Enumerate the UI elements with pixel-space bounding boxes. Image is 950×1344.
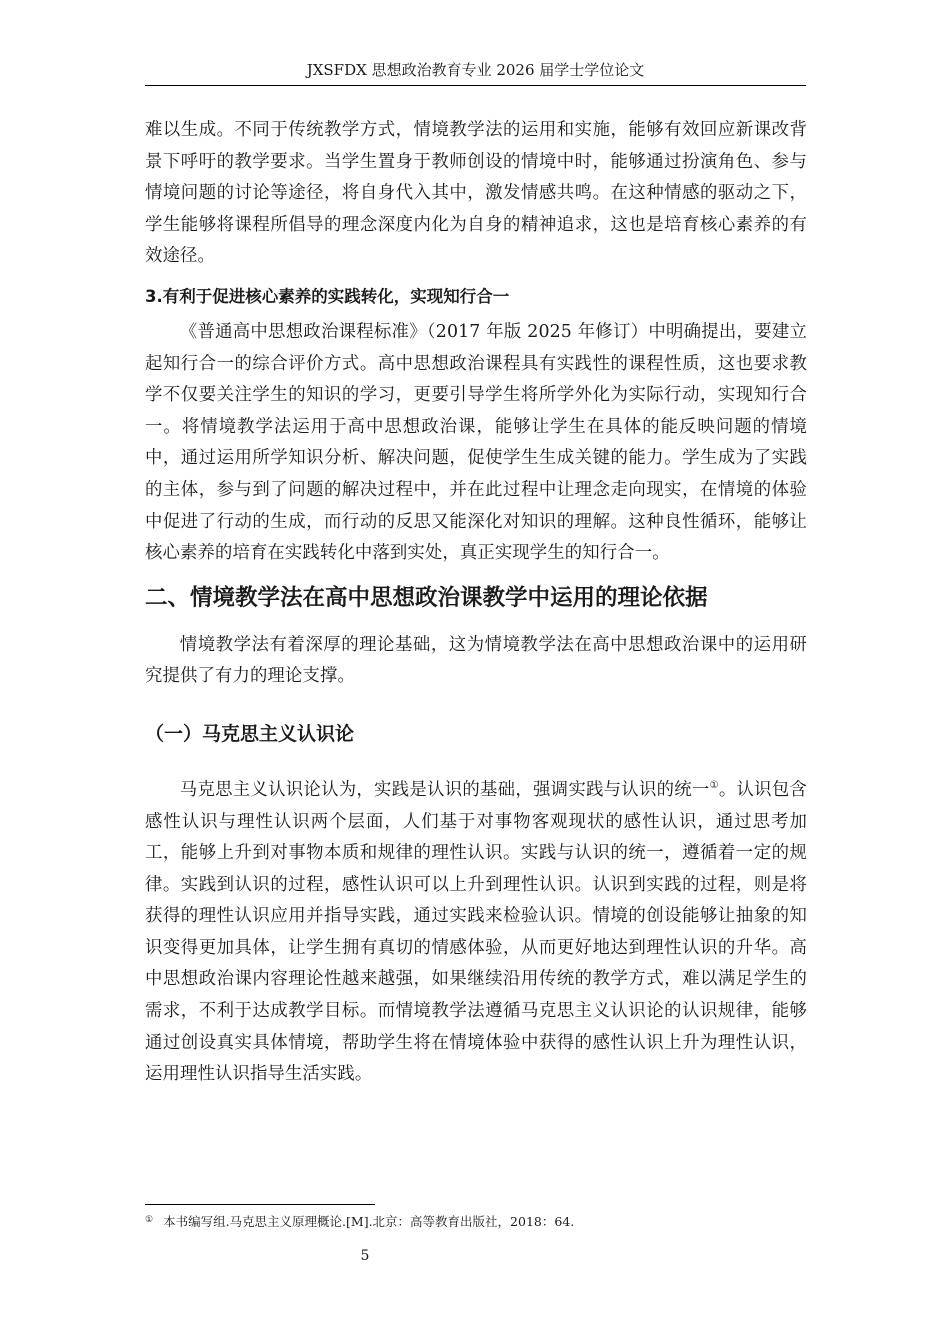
footnote-reference[interactable]: ① bbox=[709, 779, 719, 791]
subsection-heading-3: 3.有利于促进核心素养的实践转化，实现知行合一 bbox=[145, 286, 510, 306]
footnote bbox=[145, 1211, 807, 1231]
footnote-mark: ① bbox=[145, 1215, 154, 1225]
paragraph-text-rest: 。认识包含感性认识与理性认识两个层面，人们基于对事物客观现状的感性认识，通过思考加工，能够上升到对事物本质和规律的理性认识。实践与认识的统一，遵循着一定的规律。实践到认识的过程，感性认识可以上升到理性认识。认识到实践的过程，则是将获得的理性认识应用并指导实践，通过实践来检验认识。情境的创设能够让抽象的知识变得更加具体，让学生拥有真切的情感体验，从而更好地达到理性认识的升华。高中思想政治课内容理论性越来越强，如果继续沿用传统的教学方式，难以满足学生的需求，不利于达成教学目标。而情境教学法遵循马克思主义认识论的认识规律，能够通过创设真实具体情境，帮助学生将在情境体验中获得的感性认识上升为理性认识，运用理性认识指导生活实践。 bbox=[145, 779, 807, 1085]
header-rule bbox=[145, 85, 806, 86]
paragraph-continued: 难以生成。不同于传统教学方式，情境教学法的运用和实施，能够有效回应新课改背景下呼吁的教学要求。当学生置身于教师创设的情境中时，能够通过扮演角色、参与情境问题的讨论等途径，将自身代入其中，激发情感共鸣。在这种情感的驱动之下，学生能够将课程所倡导的理念深度内化为自身的精神追求，这也是培育核心素养的有效途径。 bbox=[145, 120, 807, 267]
page-body bbox=[145, 115, 807, 1091]
paragraph-curriculum-standard: 《普通高中思想政治课程标准》（2017 年版 2025 年修订）中明确提出，要建立起知行合一的综合评价方式。高中思想政治课程具有实践性的课程性质，这也要求教学不仅要关注学生的知识的学习，更要引导学生将所学外化为实际行动，实现知行合一。将情境教学法运用于高中思想政治课，能够让学生在具体的能反映问题的情境中，通过运用所学知识分析、解决问题，促使学生生成关键的能力。学生成为了实践的主体，参与到了问题的解决过程中，并在此过程中让理念走向现实，在情境的体验中促进了行动的生成，而行动的反思又能深化对知识的理解。这种良性循环，能够让核心素养的培育在实践转化中落到实处，真正实现学生的知行合一。 bbox=[145, 321, 807, 564]
page-number: 5 bbox=[360, 1248, 370, 1264]
paragraph-text-start: 马克思主义认识论认为，实践是认识的基础，强调实践与认识的统一 bbox=[179, 779, 710, 800]
chapter-heading-2: 二、情境教学法在高中思想政治课教学中运用的理论依据 bbox=[145, 584, 708, 611]
paragraph-theory-intro: 情境教学法有着深厚的理论基础，这为情境教学法在高中思想政治课中的运用研究提供了有力的理论支撑。 bbox=[145, 634, 807, 687]
footnote-text: 本书编写组.马克思主义原理概论.[M].北京：高等教育出版社，2018：64. bbox=[163, 1214, 575, 1229]
paragraph-marxist-epistemology bbox=[145, 775, 807, 1091]
running-header: JXSFDX 思想政治教育专业 2026 届学士学位论文 bbox=[306, 61, 645, 79]
section-heading-marxist-epistemology: （一）马克思主义认识论 bbox=[145, 722, 355, 745]
footnote-rule bbox=[145, 1204, 375, 1205]
